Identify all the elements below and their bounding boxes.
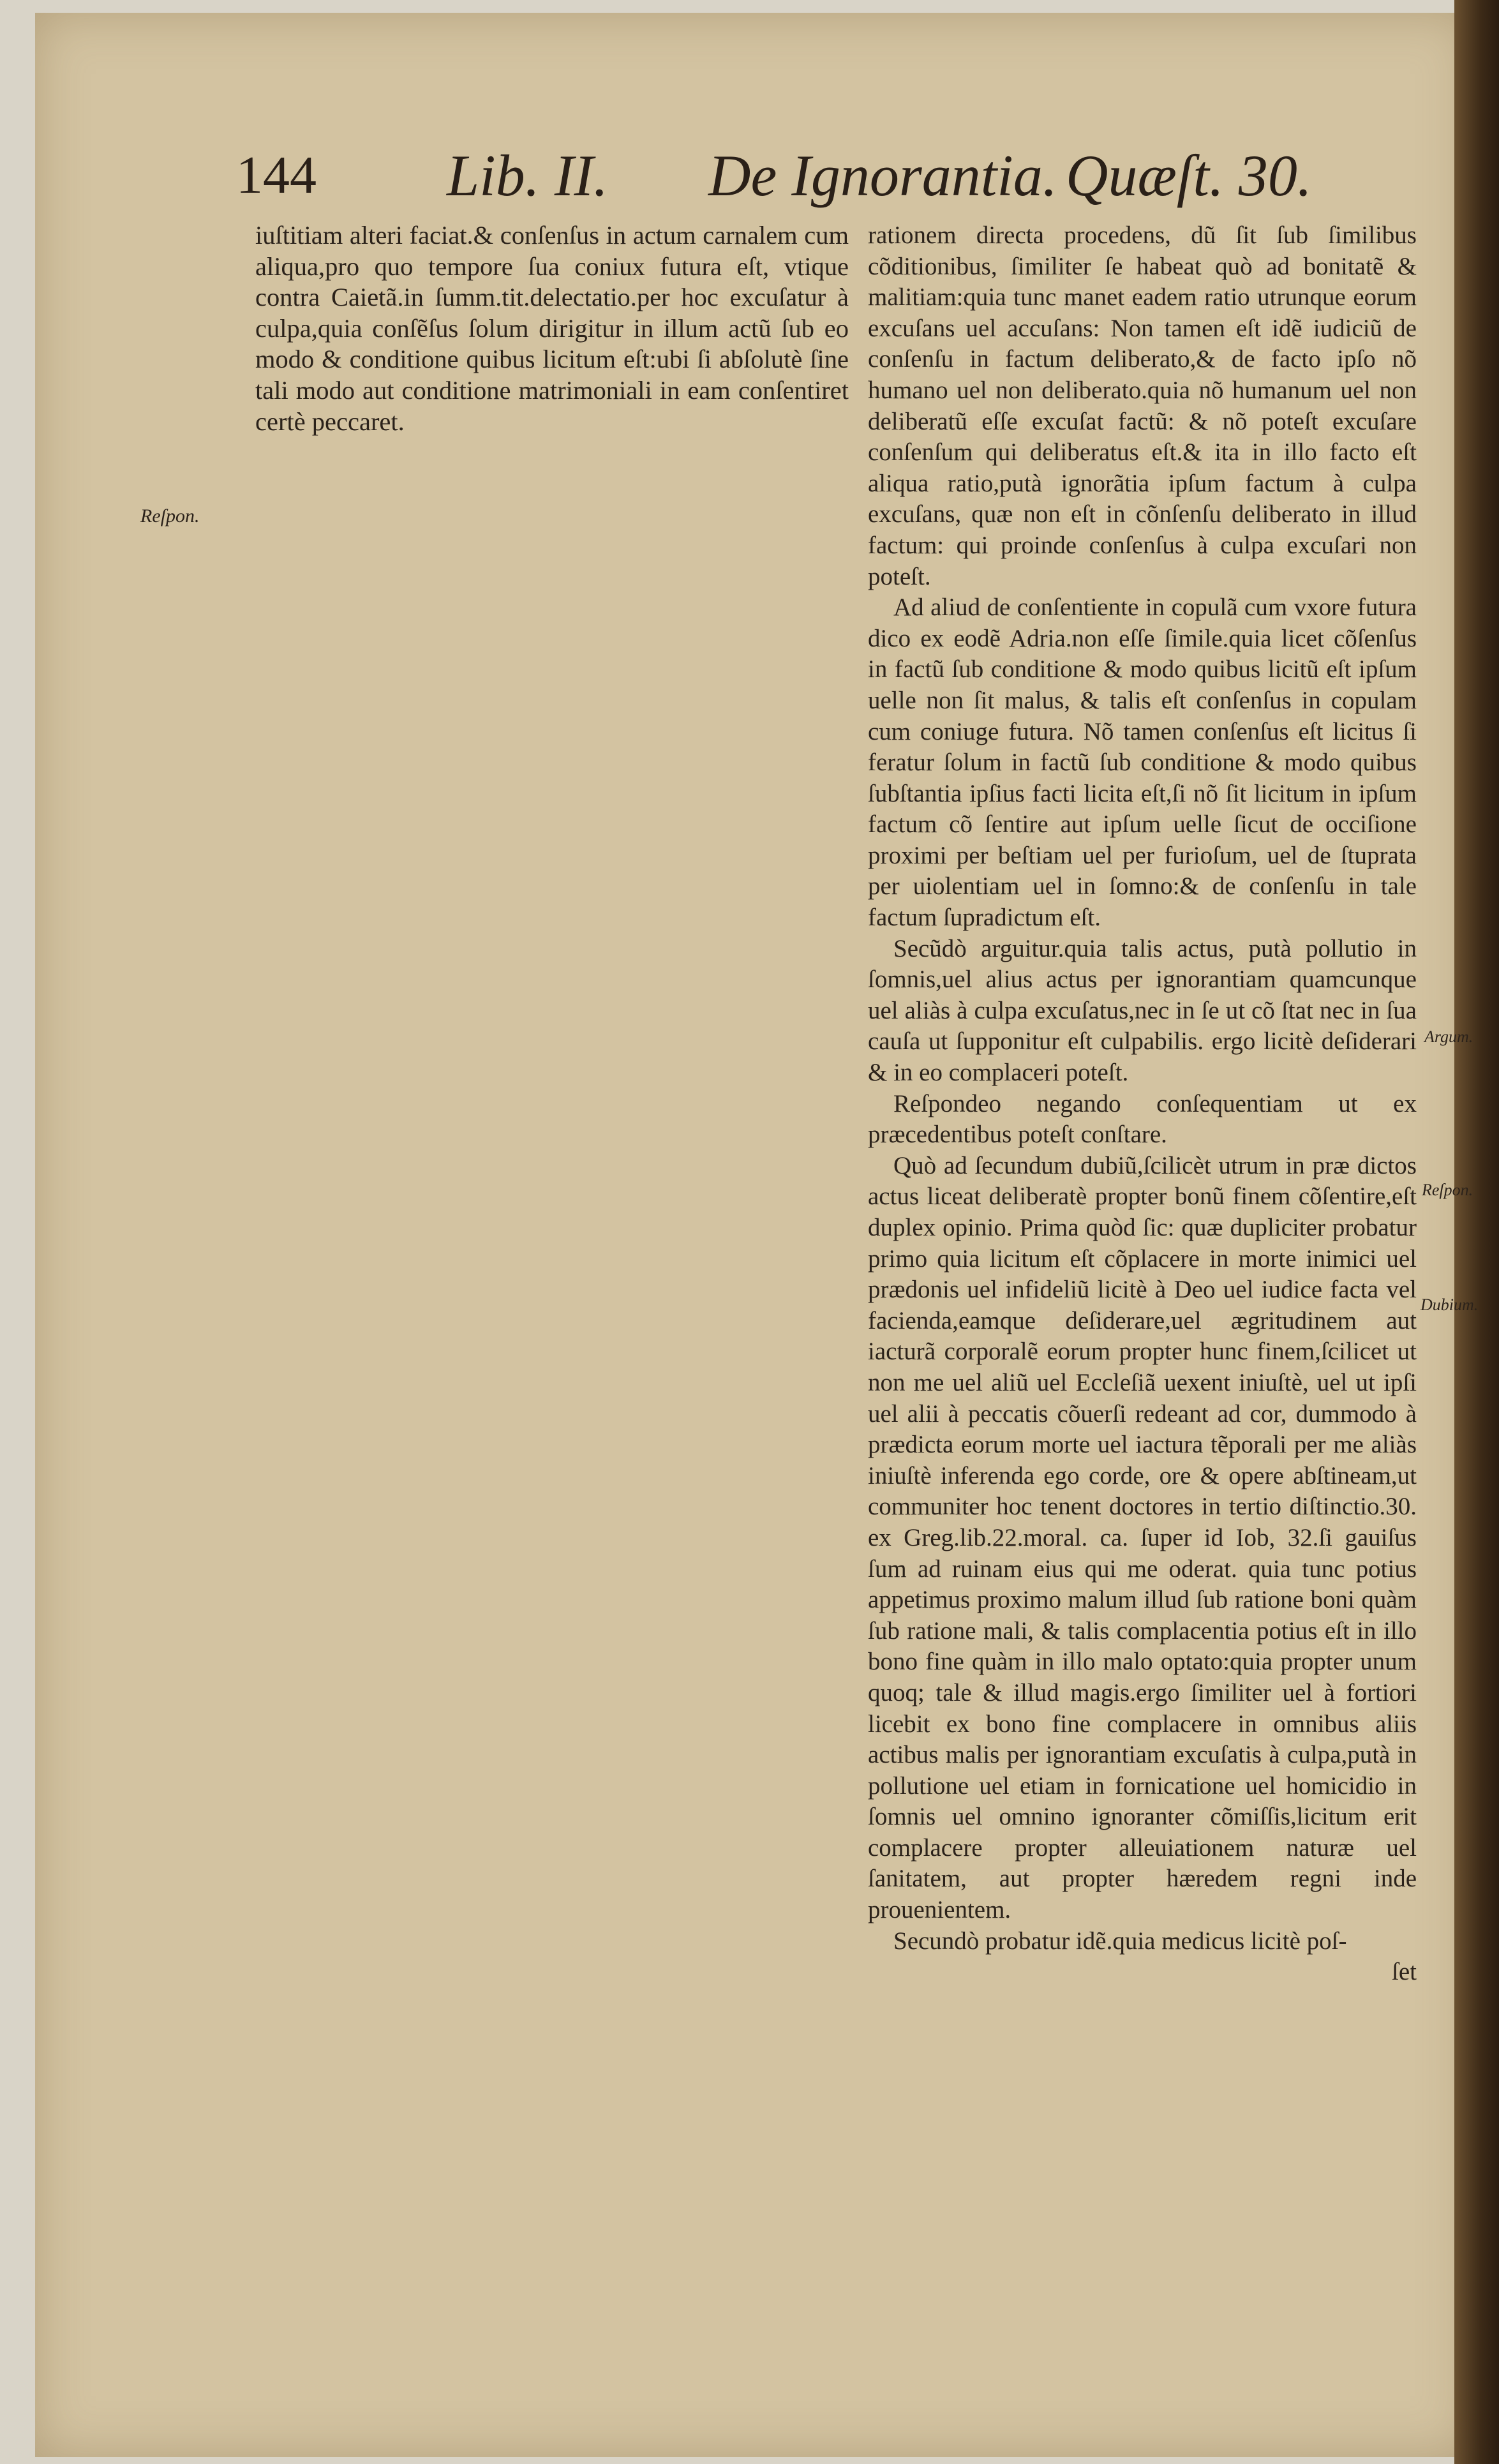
header-question: Quæſt. 30. bbox=[1066, 143, 1312, 208]
right-paragraph: rationem directa procedens, dũ ſit ſub ſimilibus cõditionibus, ſimiliter ſe habeat quò ad bonitatẽ & malitiam:quia tunc manet eadem ratio utrunque eorum excuſans uel accuſans: Non tamen eſt idẽ iudiciũ de conſenſu in factum deliberato,& de facto ipſo nõ humano uel non deliberato.quia nõ humanum uel non deliberatũ eſſe excuſat factũ: & nõ poteſt excuſare conſenſum qui deliberatus eſt.& ita in illo facto eſt aliqua ratio,putà ignorãtia ipſum factum à culpa excuſans, quæ non eſt in cõnſenſu deliberato in illud factum: qui proinde conſenſus à culpa excuſari non poteſt. bbox=[868, 221, 1417, 590]
book-spine-edge bbox=[1454, 0, 1499, 2464]
running-header bbox=[236, 140, 1312, 217]
margin-note-argum: Argum. bbox=[1424, 1027, 1473, 1046]
right-paragraph: Secũdò arguitur.quia talis actus, putà pollutio in ſomnis,uel alius actus per ignorantiam quamcunque uel aliàs à culpa excuſatus,nec in ſe ut cõ ſtat nec in ſua cauſa ut ſupponitur eſt culpabilis. ergo licitè deſiderari & in eo complaceri poteſt. bbox=[868, 934, 1417, 1087]
header-title: De Ignorantia. bbox=[708, 143, 1057, 208]
right-paragraph: Secundò probatur idẽ.quia medicus licitè poſ- bbox=[893, 1927, 1347, 1955]
left-paragraph: iuſtitiam alteri faciat.& conſenſus in actum carnalem cum aliqua,pro quo tempore ſua coniux futura eſt, vtique contra Caietã.in ſumm.tit.delectatio.per hoc excuſatur à culpa,quia conſẽſus ſolum dirigitur in illum actũ ſub eo modo & conditione quibus licitum eſt:ubi ſi abſolutè ſine tali modo aut conditione matrimoniali in eam conſentiret certè peccaret. bbox=[255, 221, 849, 436]
page-number: 144 bbox=[236, 146, 317, 205]
right-text-column bbox=[868, 220, 1417, 1988]
margin-note-dubium: Dubium. bbox=[1421, 1295, 1479, 1314]
right-paragraph: Ad aliud de conſentiente in copulã cum vxore futura dico ex eodẽ Adria.non eſſe ſimile.quia licet cõſenſus in factũ ſub conditione & modo quibus licitũ eſt ipſum uelle non ſit malus, & talis eſt conſenſus in copulam cum coniuge futura. Nõ tamen conſenſus eſt licitus ſi feratur ſolum in factũ ſub conditione & modo quibus ſubſtantia ipſius facti licita eſt,ſi nõ ſit licitum in ipſum factum cõ ſentire aut ipſum uelle ſicut de occiſione proximi per beſtiam uel per furioſum, uel de ſtuprata per uiolentiam uel in ſomno:& de conſenſu in tale factum ſupradictum eſt. bbox=[868, 594, 1417, 932]
margin-note-respon-right: Reſpon. bbox=[1422, 1181, 1473, 1199]
margin-note-respon: Reſpon. bbox=[140, 505, 200, 526]
right-paragraph: Reſpondeo negando conſequentiam ut ex præcedentibus poteſt conſtare. bbox=[868, 1089, 1417, 1149]
left-text-column bbox=[255, 220, 849, 437]
header-book: Lib. II. bbox=[447, 143, 608, 208]
right-paragraph: Quò ad ſecundum dubiũ,ſcilicèt utrum in præ dictos actus liceat deliberatè propter bonũ finem cõſentire,eſt duplex opinio. Prima quòd ſic: quæ dupliciter probatur primo quia licitum eſt cõplacere in morte inimici uel prædonis uel infideliũ licitè à Deo uel iudice facta vel facienda,eamque deſiderare,uel ægritudinem aut iacturã corporalẽ eorum propter hunc finem,ſcilicet ut non me uel aliũ uel Eccleſiã uexent iniuſtè, uel ut ipſi uel alii à peccatis cõuerſi redeant ad cor, dummodo à prædicta eorum morte uel iactura tẽporali per me aliàs iniuſtè inferenda ego corde, ore & opere abſtineam,ut communiter hoc tenent doctores in tertio diſtinctio.30. ex Greg.lib.22.moral. ca. ſuper id Iob, 32.ſi gauiſus ſum ad ruinam eius qui me oderat. quia tunc potius appetimus proximo malum illud ſub ratione boni quàm ſub ratione mali, & talis complacentia potius eſt in illo bono fine quàm in illo malo optato:quia propter unum quoq; tale & illud magis.ergo ſimiliter uel à fortiori licebit ex bono fine complacere in omnibus aliis actibus malis per ignorantiam excuſatis à culpa,putà in pollutione uel etiam in fornicatione uel homicidio in ſomnis uel omnino ignoranter cõmiſſis,licitum erit complacere propter alleuiationem naturæ uel ſanitatem, aut propter hæredem regni inde prouenientem. bbox=[868, 1151, 1417, 1924]
catchword: ſet bbox=[1392, 1958, 1417, 1986]
